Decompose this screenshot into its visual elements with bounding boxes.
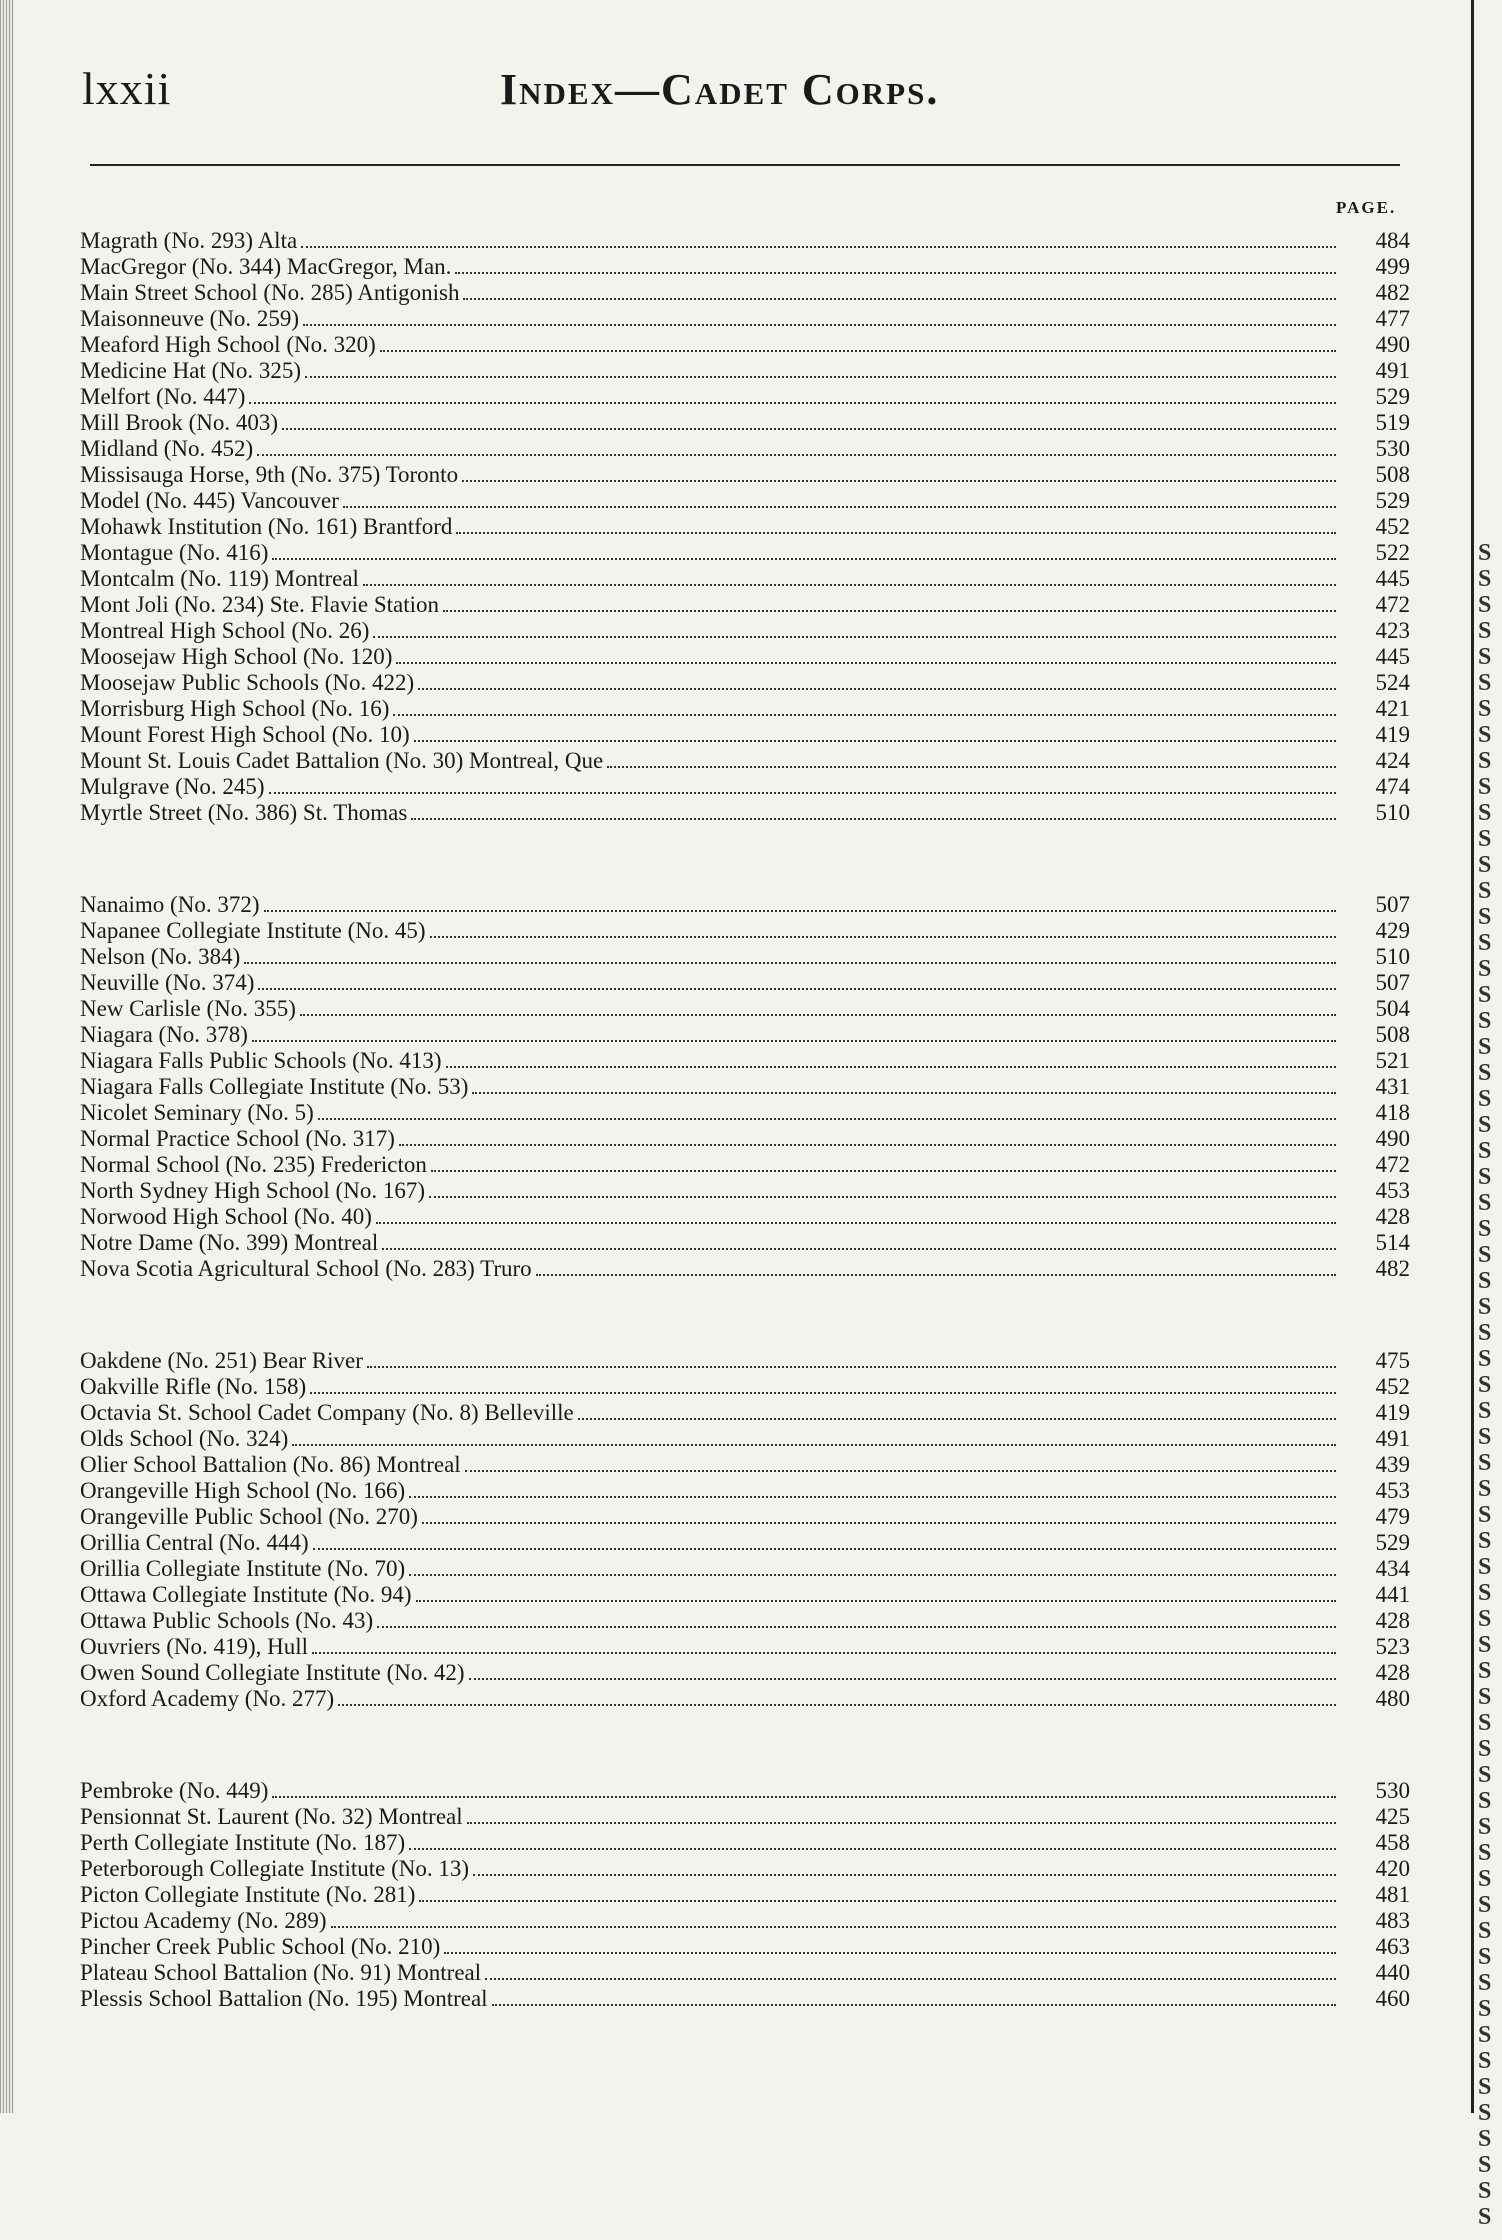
entry-name: New Carlisle (No. 355) bbox=[80, 996, 296, 1021]
dot-leader bbox=[305, 375, 1336, 378]
entry-page-number: 418 bbox=[1375, 1100, 1410, 1125]
entry-page-number: 463 bbox=[1375, 1934, 1410, 1959]
entry-page-number: 475 bbox=[1375, 1348, 1410, 1373]
entry-page-number: 452 bbox=[1375, 514, 1410, 539]
dot-leader bbox=[373, 635, 1336, 638]
index-entry bbox=[80, 1022, 1410, 1048]
dot-leader bbox=[418, 687, 1336, 690]
index-entry bbox=[80, 1556, 1410, 1582]
entry-name: Notre Dame (No. 399) Montreal bbox=[80, 1230, 379, 1255]
entry-name: Main Street School (No. 285) Antigonish bbox=[80, 280, 460, 305]
dot-leader bbox=[416, 1599, 1336, 1602]
index-list bbox=[80, 228, 1410, 2078]
dot-leader bbox=[409, 1847, 1336, 1850]
dot-leader bbox=[414, 739, 1336, 742]
index-entry bbox=[80, 1204, 1410, 1230]
dot-leader bbox=[485, 1977, 1336, 1980]
dot-leader bbox=[492, 2003, 1336, 2006]
index-entry bbox=[80, 410, 1410, 436]
entry-page-number: 490 bbox=[1375, 1126, 1410, 1151]
index-entry bbox=[80, 306, 1410, 332]
dot-leader bbox=[310, 1391, 1336, 1394]
dot-leader bbox=[419, 1899, 1336, 1902]
entry-name: Pembroke (No. 449) bbox=[80, 1778, 269, 1803]
header-rule bbox=[90, 164, 1400, 166]
index-entry bbox=[80, 892, 1410, 918]
entry-page-number: 530 bbox=[1375, 1778, 1410, 1803]
dot-leader bbox=[338, 1703, 1336, 1706]
dot-leader bbox=[443, 609, 1336, 612]
dot-leader bbox=[444, 1951, 1336, 1954]
entry-name: Napanee Collegiate Institute (No. 45) bbox=[80, 918, 426, 943]
dot-leader bbox=[578, 1417, 1336, 1420]
index-entry bbox=[80, 1048, 1410, 1074]
entry-page-number: 477 bbox=[1375, 306, 1410, 331]
index-entry bbox=[80, 800, 1410, 826]
index-entry bbox=[80, 1100, 1410, 1126]
entry-page-number: 428 bbox=[1375, 1608, 1410, 1633]
dot-leader bbox=[536, 1273, 1336, 1276]
index-entry bbox=[80, 254, 1410, 280]
dot-leader bbox=[301, 245, 1336, 248]
entry-page-number: 419 bbox=[1375, 722, 1410, 747]
entry-page-number: 431 bbox=[1375, 1074, 1410, 1099]
dot-leader bbox=[462, 479, 1336, 482]
index-entry bbox=[80, 944, 1410, 970]
entry-name: Midland (No. 452) bbox=[80, 436, 254, 461]
index-entry bbox=[80, 462, 1410, 488]
entry-page-number: 441 bbox=[1375, 1582, 1410, 1607]
page-title: Index—Cadet Corps. bbox=[500, 65, 940, 114]
dot-leader bbox=[465, 1469, 1336, 1472]
entry-name: Mohawk Institution (No. 161) Brantford bbox=[80, 514, 453, 539]
dot-leader bbox=[463, 297, 1336, 300]
dot-leader bbox=[363, 583, 1336, 586]
index-entry bbox=[80, 1856, 1410, 1882]
dot-leader bbox=[377, 1625, 1336, 1628]
entry-page-number: 482 bbox=[1375, 1256, 1410, 1281]
dot-leader bbox=[292, 1443, 1336, 1446]
page-binding-edge bbox=[0, 0, 14, 2113]
index-entry bbox=[80, 540, 1410, 566]
entry-name: Orangeville High School (No. 166) bbox=[80, 1478, 406, 1503]
entry-name: Peterborough Collegiate Institute (No. 13) bbox=[80, 1856, 470, 1881]
index-entry bbox=[80, 1830, 1410, 1856]
dot-leader bbox=[456, 531, 1336, 534]
entry-name: Mont Joli (No. 234) Ste. Flavie Station bbox=[80, 592, 440, 617]
page-right-edge bbox=[1471, 0, 1474, 2113]
index-entry bbox=[80, 722, 1410, 748]
index-entry bbox=[80, 748, 1410, 774]
entry-name: Perth Collegiate Institute (No. 187) bbox=[80, 1830, 406, 1855]
entry-page-number: 420 bbox=[1375, 1856, 1410, 1881]
index-entry bbox=[80, 996, 1410, 1022]
entry-page-number: 510 bbox=[1375, 944, 1410, 969]
entry-page-number: 452 bbox=[1375, 1374, 1410, 1399]
index-entry bbox=[80, 592, 1410, 618]
entry-name: Nova Scotia Agricultural School (No. 283) Truro bbox=[80, 1256, 532, 1281]
entry-name: Olds School (No. 324) bbox=[80, 1426, 289, 1451]
entry-page-number: 440 bbox=[1375, 1960, 1410, 1985]
page-number: lxxii bbox=[82, 63, 172, 114]
index-entry bbox=[80, 1804, 1410, 1830]
dot-leader bbox=[318, 1117, 1336, 1120]
entry-name: Magrath (No. 293) Alta bbox=[80, 228, 298, 253]
dot-leader bbox=[282, 427, 1336, 430]
entry-page-number: 504 bbox=[1375, 996, 1410, 1021]
index-entry bbox=[80, 1478, 1410, 1504]
entry-name: Montcalm (No. 119) Montreal bbox=[80, 566, 359, 591]
index-entry bbox=[80, 1634, 1410, 1660]
entry-page-number: 423 bbox=[1375, 618, 1410, 643]
entry-name: Niagara Falls Collegiate Institute (No. 53) bbox=[80, 1074, 469, 1099]
entry-name: Mount Forest High School (No. 10) bbox=[80, 722, 410, 747]
dot-leader bbox=[409, 1573, 1336, 1576]
entry-page-number: 499 bbox=[1375, 254, 1410, 279]
entry-page-number: 425 bbox=[1375, 1804, 1410, 1829]
index-entry bbox=[80, 514, 1410, 540]
entry-page-number: 428 bbox=[1375, 1204, 1410, 1229]
index-entry bbox=[80, 774, 1410, 800]
entry-name: Nelson (No. 384) bbox=[80, 944, 241, 969]
dot-leader bbox=[382, 1247, 1336, 1250]
dot-leader bbox=[376, 1221, 1336, 1224]
entry-page-number: 529 bbox=[1375, 1530, 1410, 1555]
index-group bbox=[80, 892, 1410, 1282]
entry-name: Pensionnat St. Laurent (No. 32) Montreal bbox=[80, 1804, 463, 1829]
entry-name: Meaford High School (No. 320) bbox=[80, 332, 376, 357]
index-entry bbox=[80, 1504, 1410, 1530]
entry-page-number: 424 bbox=[1375, 748, 1410, 773]
index-entry bbox=[80, 566, 1410, 592]
dot-leader bbox=[473, 1873, 1336, 1876]
entry-name: Picton Collegiate Institute (No. 281) bbox=[80, 1882, 416, 1907]
entry-page-number: 507 bbox=[1375, 892, 1410, 917]
entry-name: Olier School Battalion (No. 86) Montreal bbox=[80, 1452, 461, 1477]
entry-page-number: 458 bbox=[1375, 1830, 1410, 1855]
index-entry bbox=[80, 1400, 1410, 1426]
entry-name: Plessis School Battalion (No. 195) Montreal bbox=[80, 1986, 488, 2011]
entry-page-number: 522 bbox=[1375, 540, 1410, 565]
entry-name: Moosejaw Public Schools (No. 422) bbox=[80, 670, 415, 695]
entry-name: Normal Practice School (No. 317) bbox=[80, 1126, 395, 1151]
entry-name: Morrisburg High School (No. 16) bbox=[80, 696, 390, 721]
dot-leader bbox=[429, 1195, 1336, 1198]
index-entry bbox=[80, 696, 1410, 722]
entry-page-number: 519 bbox=[1375, 410, 1410, 435]
dot-leader bbox=[399, 1143, 1336, 1146]
entry-name: Mulgrave (No. 245) bbox=[80, 774, 265, 799]
entry-page-number: 434 bbox=[1375, 1556, 1410, 1581]
index-entry bbox=[80, 1256, 1410, 1282]
entry-name: Orillia Collegiate Institute (No. 70) bbox=[80, 1556, 406, 1581]
index-entry bbox=[80, 1582, 1410, 1608]
entry-page-number: 429 bbox=[1375, 918, 1410, 943]
entry-name: Orillia Central (No. 444) bbox=[80, 1530, 309, 1555]
index-group bbox=[80, 1348, 1410, 1712]
entry-name: Missisauga Horse, 9th (No. 375) Toronto bbox=[80, 462, 459, 487]
index-entry bbox=[80, 1908, 1410, 1934]
entry-name: Mill Brook (No. 403) bbox=[80, 410, 279, 435]
dot-leader bbox=[455, 271, 1336, 274]
entry-name: Melfort (No. 447) bbox=[80, 384, 246, 409]
dot-leader bbox=[393, 713, 1336, 716]
index-entry bbox=[80, 1348, 1410, 1374]
dot-leader bbox=[411, 817, 1336, 820]
entry-page-number: 529 bbox=[1375, 488, 1410, 513]
entry-name: Medicine Hat (No. 325) bbox=[80, 358, 301, 383]
entry-name: Mount St. Louis Cadet Battalion (No. 30) Montreal, Que bbox=[80, 748, 604, 773]
entry-page-number: 421 bbox=[1375, 696, 1410, 721]
entry-page-number: 491 bbox=[1375, 1426, 1410, 1451]
index-entry bbox=[80, 1452, 1410, 1478]
entry-page-number: 439 bbox=[1375, 1452, 1410, 1477]
dot-leader bbox=[272, 557, 1336, 560]
entry-name: Normal School (No. 235) Fredericton bbox=[80, 1152, 427, 1177]
facing-page-bleed: S S S S S S S S S S S S S S S S S S S S S S S S S S S S S S S S S S S S S S S S S S S S S S S S S S S S S S S S S S S S S S S S S bbox=[1478, 540, 1492, 2230]
dot-leader bbox=[469, 1677, 1336, 1680]
index-entry bbox=[80, 1882, 1410, 1908]
entry-name: Ottawa Public Schools (No. 43) bbox=[80, 1608, 374, 1633]
entry-name: Pincher Creek Public School (No. 210) bbox=[80, 1934, 441, 1959]
index-entry bbox=[80, 488, 1410, 514]
dot-leader bbox=[313, 1547, 1336, 1550]
entry-name: Ouvriers (No. 419), Hull bbox=[80, 1634, 309, 1659]
entry-name: Myrtle Street (No. 386) St. Thomas bbox=[80, 800, 408, 825]
entry-name: Niagara Falls Public Schools (No. 413) bbox=[80, 1048, 442, 1073]
entry-name: Model (No. 445) Vancouver bbox=[80, 488, 339, 513]
entry-page-number: 481 bbox=[1375, 1882, 1410, 1907]
entry-name: Neuville (No. 374) bbox=[80, 970, 255, 995]
entry-page-number: 507 bbox=[1375, 970, 1410, 995]
entry-name: Nanaimo (No. 372) bbox=[80, 892, 260, 917]
entry-page-number: 508 bbox=[1375, 462, 1410, 487]
page-column-label: PAGE. bbox=[1336, 198, 1397, 217]
dot-leader bbox=[430, 935, 1336, 938]
index-entry bbox=[80, 1178, 1410, 1204]
entry-name: Moosejaw High School (No. 120) bbox=[80, 644, 393, 669]
dot-leader bbox=[331, 1925, 1336, 1928]
entry-name: Oakville Rifle (No. 158) bbox=[80, 1374, 307, 1399]
dot-leader bbox=[249, 401, 1336, 404]
entry-page-number: 453 bbox=[1375, 1178, 1410, 1203]
index-group bbox=[80, 228, 1410, 826]
entry-page-number: 523 bbox=[1375, 1634, 1410, 1659]
dot-leader bbox=[258, 987, 1336, 990]
entry-page-number: 490 bbox=[1375, 332, 1410, 357]
entry-name: North Sydney High School (No. 167) bbox=[80, 1178, 425, 1203]
dot-leader bbox=[300, 1013, 1336, 1016]
index-entry bbox=[80, 970, 1410, 996]
index-entry bbox=[80, 228, 1410, 254]
entry-name: Montreal High School (No. 26) bbox=[80, 618, 370, 643]
entry-name: Pictou Academy (No. 289) bbox=[80, 1908, 327, 1933]
index-entry bbox=[80, 1426, 1410, 1452]
dot-leader bbox=[431, 1169, 1336, 1172]
dot-leader bbox=[409, 1495, 1336, 1498]
index-entry bbox=[80, 280, 1410, 306]
entry-name: Owen Sound Collegiate Institute (No. 42) bbox=[80, 1660, 465, 1685]
index-entry bbox=[80, 1686, 1410, 1712]
index-entry bbox=[80, 670, 1410, 696]
entry-page-number: 482 bbox=[1375, 280, 1410, 305]
entry-page-number: 510 bbox=[1375, 800, 1410, 825]
dot-leader bbox=[257, 453, 1336, 456]
entry-page-number: 460 bbox=[1375, 1986, 1410, 2011]
entry-page-number: 428 bbox=[1375, 1660, 1410, 1685]
dot-leader bbox=[264, 909, 1337, 912]
dot-leader bbox=[312, 1651, 1336, 1654]
entry-page-number: 514 bbox=[1375, 1230, 1410, 1255]
dot-leader bbox=[422, 1521, 1336, 1524]
entry-page-number: 479 bbox=[1375, 1504, 1410, 1529]
index-entry bbox=[80, 1530, 1410, 1556]
entry-page-number: 453 bbox=[1375, 1478, 1410, 1503]
entry-page-number: 472 bbox=[1375, 1152, 1410, 1177]
index-entry bbox=[80, 1074, 1410, 1100]
index-entry bbox=[80, 1660, 1410, 1686]
entry-page-number: 445 bbox=[1375, 566, 1410, 591]
entry-page-number: 419 bbox=[1375, 1400, 1410, 1425]
index-entry bbox=[80, 332, 1410, 358]
entry-name: Montague (No. 416) bbox=[80, 540, 269, 565]
dot-leader bbox=[607, 765, 1336, 768]
entry-page-number: 445 bbox=[1375, 644, 1410, 669]
entry-name: Orangeville Public School (No. 270) bbox=[80, 1504, 418, 1529]
dot-leader bbox=[472, 1091, 1336, 1094]
dot-leader bbox=[272, 1795, 1336, 1798]
dot-leader bbox=[380, 349, 1336, 352]
entry-name: Octavia St. School Cadet Company (No. 8) Belleville bbox=[80, 1400, 574, 1425]
dot-leader bbox=[367, 1365, 1336, 1368]
entry-page-number: 472 bbox=[1375, 592, 1410, 617]
index-entry bbox=[80, 918, 1410, 944]
dot-leader bbox=[244, 961, 1336, 964]
entry-page-number: 484 bbox=[1375, 228, 1410, 253]
entry-page-number: 483 bbox=[1375, 1908, 1410, 1933]
entry-page-number: 508 bbox=[1375, 1022, 1410, 1047]
index-entry bbox=[80, 1152, 1410, 1178]
entry-name: Plateau School Battalion (No. 91) Montreal bbox=[80, 1960, 482, 1985]
entry-page-number: 474 bbox=[1375, 774, 1410, 799]
index-entry bbox=[80, 436, 1410, 462]
entry-page-number: 524 bbox=[1375, 670, 1410, 695]
entry-page-number: 491 bbox=[1375, 358, 1410, 383]
index-entry bbox=[80, 644, 1410, 670]
index-entry bbox=[80, 1778, 1410, 1804]
entry-name: Oakdene (No. 251) Bear River bbox=[80, 1348, 363, 1373]
index-entry bbox=[80, 618, 1410, 644]
dot-leader bbox=[343, 505, 1336, 508]
index-group bbox=[80, 1778, 1410, 2012]
index-entry bbox=[80, 384, 1410, 410]
dot-leader bbox=[446, 1065, 1336, 1068]
index-entry bbox=[80, 1374, 1410, 1400]
index-entry bbox=[80, 358, 1410, 384]
entry-name: MacGregor (No. 344) MacGregor, Man. bbox=[80, 254, 452, 279]
dot-leader bbox=[303, 323, 1336, 326]
entry-page-number: 530 bbox=[1375, 436, 1410, 461]
entry-page-number: 480 bbox=[1375, 1686, 1410, 1711]
dot-leader bbox=[396, 661, 1336, 664]
index-entry bbox=[80, 1230, 1410, 1256]
index-entry bbox=[80, 1608, 1410, 1634]
entry-name: Ottawa Collegiate Institute (No. 94) bbox=[80, 1582, 412, 1607]
entry-name: Norwood High School (No. 40) bbox=[80, 1204, 372, 1229]
dot-leader bbox=[467, 1821, 1336, 1824]
index-entry bbox=[80, 1126, 1410, 1152]
index-entry bbox=[80, 1986, 1410, 2012]
entry-name: Niagara (No. 378) bbox=[80, 1022, 248, 1047]
entry-name: Nicolet Seminary (No. 5) bbox=[80, 1100, 314, 1125]
dot-leader bbox=[252, 1039, 1336, 1042]
index-entry bbox=[80, 1960, 1410, 1986]
entry-page-number: 521 bbox=[1375, 1048, 1410, 1073]
entry-page-number: 529 bbox=[1375, 384, 1410, 409]
entry-name: Maisonneuve (No. 259) bbox=[80, 306, 300, 331]
index-entry bbox=[80, 1934, 1410, 1960]
entry-name: Oxford Academy (No. 277) bbox=[80, 1686, 335, 1711]
dot-leader bbox=[269, 791, 1336, 794]
